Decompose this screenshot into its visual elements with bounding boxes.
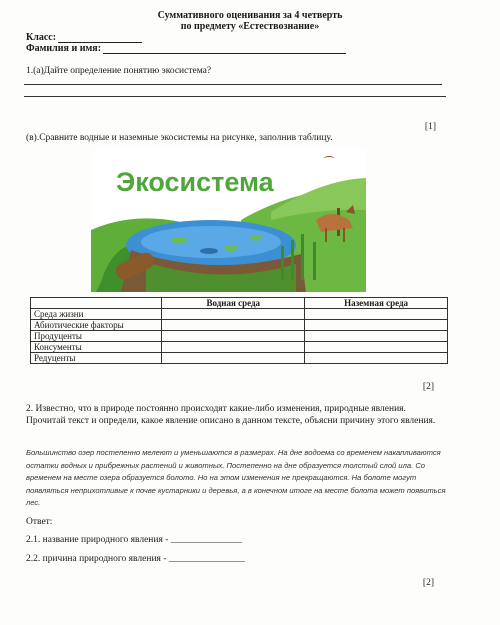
table-row-label: Продуценты <box>31 331 162 342</box>
comparison-table <box>30 297 448 364</box>
table-row <box>31 309 448 320</box>
table-row <box>31 342 448 353</box>
name-label: Фамилия и имя: <box>26 43 102 54</box>
question-1a: 1.(а)Дайте определение понятию экосистема? <box>26 66 212 76</box>
answer-2-2[interactable]: 2.2. причина природного явления - ________________ <box>26 554 245 564</box>
table-cell-land[interactable] <box>305 342 448 353</box>
class-blank[interactable] <box>58 33 142 43</box>
table-header-blank <box>31 298 162 309</box>
table-header-water: Водная среда <box>162 298 305 309</box>
question-2: 2. Известно, что в природе постоянно происходят какие-либо изменения, природные явления. Прочитай текст и определи, какое явление описано в данном тексте, объясни причину этого явления. <box>26 404 436 426</box>
table-row-label: Среда жизни <box>31 309 162 320</box>
table-header-land: Наземная среда <box>305 298 448 309</box>
table-cell-water[interactable] <box>162 353 305 364</box>
ecosystem-illustration <box>91 150 366 292</box>
answer-label: Ответ: <box>26 517 53 527</box>
table-row <box>31 331 448 342</box>
table-row <box>31 353 448 364</box>
worksheet-title-line2: по предмету «Естествознание» <box>180 21 320 32</box>
table-cell-land[interactable] <box>305 331 448 342</box>
mark-1a: [1] <box>424 122 436 132</box>
table-cell-water[interactable] <box>162 320 305 331</box>
table-cell-water[interactable] <box>162 331 305 342</box>
table-cell-land[interactable] <box>305 320 448 331</box>
passage-text: Большинство озер постепенно мелеют и уменьшаются в размерах. На дне водоема со временем накапливаются остатки водных и прибрежных растений и животных. Постепенно на дне образуется толстый слой ила. Со временем на месте озера образуется болото. Но на этом изменения не прекращаются. На болоте могут появляться неприхотливые к почве кустарники и деревья, а в конечном итоге на месте болота может появиться лес. <box>26 448 446 507</box>
table-row-label: Консументы <box>31 342 162 353</box>
class-field <box>26 32 142 43</box>
worksheet-title-line1: Суммативного оценивания за 4 четверть <box>157 10 343 21</box>
table-cell-water[interactable] <box>162 309 305 320</box>
name-blank[interactable] <box>103 44 346 54</box>
mark-1b: [2] <box>422 382 434 392</box>
table-row <box>31 320 448 331</box>
table-cell-land[interactable] <box>305 353 448 364</box>
name-field <box>26 43 346 54</box>
table-cell-land[interactable] <box>305 309 448 320</box>
answer-line-1[interactable] <box>24 84 442 85</box>
question-1b: (в).Сравните водные и наземные экосистемы на рисунке, заполнив таблицу. <box>26 133 333 143</box>
answer-2-1[interactable]: 2.1. название природного явления - _______________ <box>26 535 242 545</box>
answer-line-2[interactable] <box>24 96 446 97</box>
mark-2: [2] <box>422 578 434 588</box>
ecosystem-word: Экосистема <box>116 167 274 197</box>
class-label: Класс: <box>26 32 57 43</box>
table-row-label: Абиотические факторы <box>31 320 162 331</box>
table-row-label: Редуценты <box>31 353 162 364</box>
table-header-row <box>31 298 448 309</box>
table-cell-water[interactable] <box>162 342 305 353</box>
